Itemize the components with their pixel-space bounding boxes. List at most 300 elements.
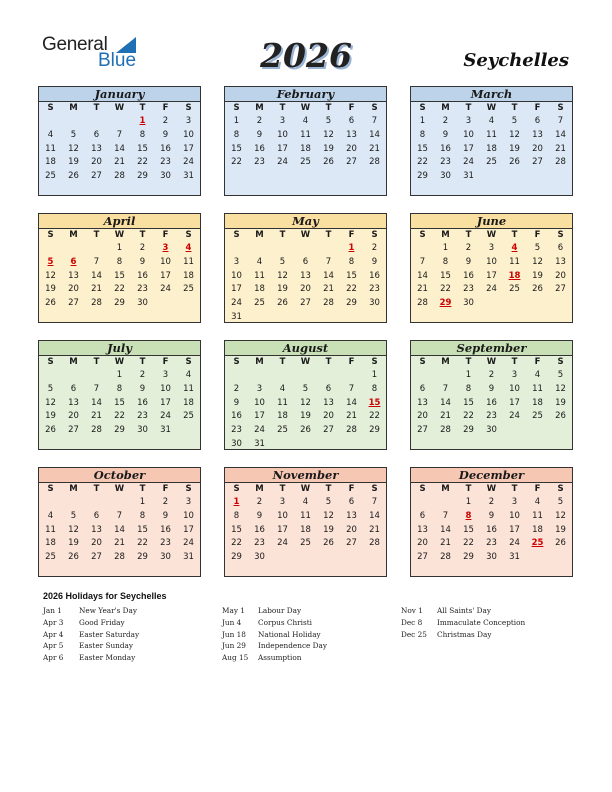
day-cell: 20 xyxy=(346,143,357,154)
day-cell: 12 xyxy=(45,397,56,408)
day-cell: 27 xyxy=(68,298,79,309)
day-cell: 11 xyxy=(532,510,543,521)
day-cell: 3 xyxy=(279,116,286,126)
day-cell: 11 xyxy=(45,524,56,535)
day-cell: 25 xyxy=(45,552,56,563)
day-cell: 6 xyxy=(348,497,355,507)
holiday-name: Labour Day xyxy=(258,606,302,615)
day-cell: 28 xyxy=(369,157,380,168)
day-cell: 1 xyxy=(116,243,123,253)
day-cell: 7 xyxy=(93,256,100,267)
day-cell: 15 xyxy=(417,143,428,154)
day-cell: 16 xyxy=(486,397,497,408)
day-cell: 27 xyxy=(300,298,311,309)
weekday-header: S xyxy=(233,357,240,367)
day-cell: 18 xyxy=(183,270,194,281)
day-cell: 22 xyxy=(137,157,148,168)
weekday-header: S xyxy=(419,357,426,367)
day-cell: 2 xyxy=(488,370,495,380)
day-cell: 25 xyxy=(300,538,311,549)
day-cell: 14 xyxy=(440,397,451,408)
day-cell: 10 xyxy=(183,129,194,140)
day-cell: 24 xyxy=(231,298,242,309)
day-cell: 9 xyxy=(465,256,472,267)
day-cell: 28 xyxy=(114,552,125,563)
weekday-header: T xyxy=(93,103,100,113)
weekday-header-row xyxy=(225,229,386,242)
day-cell: 19 xyxy=(300,411,311,422)
day-cell: 10 xyxy=(160,383,171,394)
day-cell: 13 xyxy=(417,524,428,535)
day-cell: 8 xyxy=(348,256,355,267)
empty-cell xyxy=(248,369,271,383)
day-cell: 18 xyxy=(277,411,288,422)
day-cell: 13 xyxy=(555,256,566,267)
weekday-header: T xyxy=(511,357,518,367)
holiday-date: May 1 xyxy=(222,606,245,615)
day-cell: 13 xyxy=(91,524,102,535)
days-grid xyxy=(39,242,200,311)
day-cell: 7 xyxy=(557,116,564,126)
day-cell: 2 xyxy=(442,116,449,126)
day-cell: 21 xyxy=(369,524,380,535)
day-cell: 17 xyxy=(463,143,474,154)
day-cell: 27 xyxy=(346,538,357,549)
month-march xyxy=(410,86,573,196)
day-cell: 14 xyxy=(114,524,125,535)
day-cell: 29 xyxy=(369,425,380,436)
weekday-header: F xyxy=(348,357,355,367)
day-cell: 7 xyxy=(442,383,449,394)
day-cell: 20 xyxy=(555,270,566,281)
weekday-header: M xyxy=(69,357,78,367)
day-cell: 22 xyxy=(463,411,474,422)
day-cell: 26 xyxy=(45,425,56,436)
logo-blue-text: Blue xyxy=(98,50,137,71)
weekday-header: S xyxy=(233,484,240,494)
day-cell: 14 xyxy=(323,270,334,281)
day-cell: 8 xyxy=(465,383,472,394)
day-cell: 17 xyxy=(277,143,288,154)
day-cell: 6 xyxy=(93,129,100,140)
day-cell: 22 xyxy=(440,284,451,295)
day-cell: 4 xyxy=(47,129,54,140)
empty-cell xyxy=(39,115,62,129)
day-cell: 16 xyxy=(369,270,380,281)
day-cell: 28 xyxy=(440,425,451,436)
day-cell: 2 xyxy=(371,243,378,253)
day-cell: 23 xyxy=(254,538,265,549)
day-cell: 18 xyxy=(300,143,311,154)
holiday-day-cell: 4 xyxy=(185,243,192,253)
weekday-header: M xyxy=(255,357,264,367)
empty-cell xyxy=(248,242,271,256)
empty-cell xyxy=(85,369,108,383)
day-cell: 28 xyxy=(417,298,428,309)
day-cell: 16 xyxy=(440,143,451,154)
days-grid xyxy=(39,115,200,184)
weekday-header: S xyxy=(47,230,54,240)
day-cell: 21 xyxy=(440,538,451,549)
day-cell: 8 xyxy=(442,256,449,267)
weekday-header: T xyxy=(325,357,332,367)
weekday-header-row xyxy=(225,483,386,496)
weekday-header: T xyxy=(325,230,332,240)
holiday-row xyxy=(222,605,327,617)
day-cell: 19 xyxy=(277,284,288,295)
month-name: August xyxy=(225,341,386,356)
day-cell: 29 xyxy=(463,425,474,436)
day-cell: 28 xyxy=(91,298,102,309)
holiday-day-cell: 1 xyxy=(139,116,146,126)
weekday-header: W xyxy=(300,103,311,113)
empty-cell xyxy=(294,242,317,256)
day-cell: 27 xyxy=(346,157,357,168)
holiday-day-cell: 29 xyxy=(439,298,452,309)
day-cell: 26 xyxy=(68,171,79,182)
day-cell: 6 xyxy=(557,243,564,253)
day-cell: 18 xyxy=(45,538,56,549)
day-cell: 7 xyxy=(348,383,355,394)
weekday-header: S xyxy=(419,103,426,113)
day-cell: 15 xyxy=(463,524,474,535)
empty-cell xyxy=(411,369,434,383)
day-cell: 25 xyxy=(532,411,543,422)
day-cell: 26 xyxy=(68,552,79,563)
day-cell: 16 xyxy=(254,524,265,535)
day-cell: 11 xyxy=(486,129,497,140)
holiday-day-cell: 15 xyxy=(368,397,381,408)
month-name: July xyxy=(39,341,200,356)
day-cell: 15 xyxy=(137,143,148,154)
days-grid xyxy=(39,496,200,565)
day-cell: 22 xyxy=(417,157,428,168)
holiday-date: Apr 6 xyxy=(43,653,64,663)
day-cell: 27 xyxy=(91,171,102,182)
weekday-header: T xyxy=(139,230,146,240)
weekday-header: W xyxy=(114,484,125,494)
day-cell: 31 xyxy=(463,171,474,182)
day-cell: 20 xyxy=(346,524,357,535)
holidays-column xyxy=(401,605,525,640)
weekday-header: M xyxy=(69,103,78,113)
weekday-header: M xyxy=(255,230,264,240)
day-cell: 23 xyxy=(231,425,242,436)
day-cell: 29 xyxy=(231,552,242,563)
day-cell: 5 xyxy=(47,383,54,394)
day-cell: 6 xyxy=(534,116,541,126)
weekday-header: S xyxy=(47,484,54,494)
day-cell: 31 xyxy=(160,425,171,436)
weekday-header: F xyxy=(348,230,355,240)
day-cell: 3 xyxy=(162,370,169,380)
day-cell: 25 xyxy=(183,411,194,422)
day-cell: 4 xyxy=(185,370,192,380)
day-cell: 14 xyxy=(417,270,428,281)
day-cell: 30 xyxy=(369,298,380,309)
day-cell: 21 xyxy=(91,284,102,295)
day-cell: 17 xyxy=(160,270,171,281)
weekday-header: S xyxy=(557,103,564,113)
weekday-header: S xyxy=(419,484,426,494)
day-cell: 14 xyxy=(346,397,357,408)
weekday-header: W xyxy=(486,357,497,367)
day-cell: 26 xyxy=(277,298,288,309)
day-cell: 25 xyxy=(45,171,56,182)
weekday-header: F xyxy=(162,484,169,494)
day-cell: 29 xyxy=(137,171,148,182)
day-cell: 25 xyxy=(509,284,520,295)
day-cell: 25 xyxy=(300,157,311,168)
empty-cell xyxy=(62,369,85,383)
day-cell: 5 xyxy=(325,116,332,126)
empty-cell xyxy=(108,115,131,129)
weekday-header: S xyxy=(557,357,564,367)
day-cell: 9 xyxy=(256,510,263,521)
day-cell: 30 xyxy=(160,552,171,563)
holiday-day-cell: 18 xyxy=(508,270,521,281)
day-cell: 2 xyxy=(139,243,146,253)
page-title-year: 2026 xyxy=(260,36,352,75)
day-cell: 25 xyxy=(486,157,497,168)
weekday-header: F xyxy=(534,357,541,367)
empty-cell xyxy=(225,369,248,383)
day-cell: 27 xyxy=(532,157,543,168)
day-cell: 13 xyxy=(346,510,357,521)
day-cell: 11 xyxy=(300,129,311,140)
day-cell: 8 xyxy=(233,510,240,521)
month-name: September xyxy=(411,341,572,356)
weekday-header: T xyxy=(279,230,286,240)
day-cell: 6 xyxy=(419,510,426,521)
day-cell: 14 xyxy=(369,510,380,521)
day-cell: 1 xyxy=(465,370,472,380)
day-cell: 16 xyxy=(486,524,497,535)
day-cell: 9 xyxy=(488,510,495,521)
day-cell: 14 xyxy=(91,397,102,408)
day-cell: 24 xyxy=(277,538,288,549)
day-cell: 19 xyxy=(323,524,334,535)
holiday-row xyxy=(43,652,139,664)
day-cell: 24 xyxy=(254,425,265,436)
holiday-date: Aug 15 xyxy=(222,653,249,663)
day-cell: 11 xyxy=(300,510,311,521)
day-cell: 26 xyxy=(300,425,311,436)
day-cell: 15 xyxy=(231,524,242,535)
day-cell: 24 xyxy=(183,157,194,168)
weekday-header: S xyxy=(185,103,192,113)
day-cell: 20 xyxy=(91,538,102,549)
day-cell: 19 xyxy=(555,397,566,408)
day-cell: 11 xyxy=(183,383,194,394)
day-cell: 12 xyxy=(277,270,288,281)
day-cell: 20 xyxy=(323,411,334,422)
holiday-row xyxy=(401,617,525,629)
day-cell: 8 xyxy=(116,256,123,267)
weekday-header: S xyxy=(185,484,192,494)
day-cell: 14 xyxy=(91,270,102,281)
weekday-header: S xyxy=(185,357,192,367)
weekday-header: F xyxy=(534,230,541,240)
day-cell: 25 xyxy=(277,425,288,436)
day-cell: 13 xyxy=(417,397,428,408)
day-cell: 9 xyxy=(371,256,378,267)
month-name: November xyxy=(225,468,386,483)
day-cell: 24 xyxy=(509,411,520,422)
weekday-header: F xyxy=(348,484,355,494)
weekday-header: T xyxy=(465,103,472,113)
day-cell: 16 xyxy=(137,397,148,408)
holiday-name: New Year's Day xyxy=(79,606,138,615)
day-cell: 4 xyxy=(256,256,263,267)
day-cell: 22 xyxy=(231,157,242,168)
day-cell: 21 xyxy=(555,143,566,154)
empty-cell xyxy=(317,369,340,383)
month-september xyxy=(410,340,573,450)
day-cell: 1 xyxy=(419,116,426,126)
holiday-day-cell: 1 xyxy=(233,497,240,507)
day-cell: 2 xyxy=(162,116,169,126)
month-name: April xyxy=(39,214,200,229)
day-cell: 18 xyxy=(532,397,543,408)
day-cell: 7 xyxy=(371,116,378,126)
day-cell: 19 xyxy=(555,524,566,535)
day-cell: 19 xyxy=(532,270,543,281)
weekday-header-row xyxy=(225,102,386,115)
weekday-header-row xyxy=(39,229,200,242)
day-cell: 22 xyxy=(114,284,125,295)
day-cell: 28 xyxy=(114,171,125,182)
day-cell: 5 xyxy=(557,370,564,380)
day-cell: 14 xyxy=(114,143,125,154)
weekday-header: S xyxy=(557,484,564,494)
weekday-header: T xyxy=(465,230,472,240)
day-cell: 3 xyxy=(465,116,472,126)
holiday-date: Apr 5 xyxy=(43,641,64,651)
holiday-row xyxy=(401,629,525,641)
day-cell: 30 xyxy=(254,552,265,563)
day-cell: 28 xyxy=(323,298,334,309)
holiday-date: Jun 4 xyxy=(222,617,242,627)
day-cell: 10 xyxy=(509,383,520,394)
weekday-header-row xyxy=(411,356,572,369)
day-cell: 28 xyxy=(555,157,566,168)
day-cell: 5 xyxy=(325,497,332,507)
empty-cell xyxy=(62,115,85,129)
day-cell: 21 xyxy=(440,411,451,422)
weekday-header: W xyxy=(114,103,125,113)
weekday-header: S xyxy=(371,484,378,494)
holiday-day-cell: 3 xyxy=(162,243,169,253)
weekday-header: W xyxy=(114,357,125,367)
day-cell: 18 xyxy=(45,157,56,168)
day-cell: 8 xyxy=(419,129,426,140)
day-cell: 16 xyxy=(160,143,171,154)
day-cell: 12 xyxy=(555,383,566,394)
holiday-row xyxy=(401,605,525,617)
day-cell: 18 xyxy=(532,524,543,535)
day-cell: 1 xyxy=(139,497,146,507)
day-cell: 26 xyxy=(532,284,543,295)
empty-cell xyxy=(340,369,363,383)
weekday-header: S xyxy=(233,103,240,113)
day-cell: 20 xyxy=(91,157,102,168)
holiday-row xyxy=(222,617,327,629)
holiday-date: Apr 3 xyxy=(43,617,64,627)
weekday-header: F xyxy=(534,103,541,113)
day-cell: 24 xyxy=(160,411,171,422)
month-july xyxy=(38,340,201,450)
empty-cell xyxy=(271,369,294,383)
weekday-header-row xyxy=(411,483,572,496)
holiday-name: Easter Monday xyxy=(79,653,136,663)
day-cell: 30 xyxy=(160,171,171,182)
holidays-column xyxy=(43,605,139,664)
empty-cell xyxy=(271,242,294,256)
day-cell: 11 xyxy=(183,256,194,267)
weekday-header-row xyxy=(225,356,386,369)
holiday-date: Jun 18 xyxy=(222,629,246,639)
day-cell: 28 xyxy=(346,425,357,436)
day-cell: 7 xyxy=(371,497,378,507)
holiday-row xyxy=(43,640,139,652)
day-cell: 31 xyxy=(183,171,194,182)
day-cell: 8 xyxy=(139,129,146,140)
day-cell: 3 xyxy=(185,497,192,507)
day-cell: 21 xyxy=(417,284,428,295)
day-cell: 16 xyxy=(231,411,242,422)
month-name: March xyxy=(411,87,572,102)
day-cell: 14 xyxy=(369,129,380,140)
empty-cell xyxy=(39,369,62,383)
month-april xyxy=(38,213,201,323)
weekday-header: W xyxy=(486,230,497,240)
day-cell: 17 xyxy=(509,397,520,408)
day-cell: 30 xyxy=(463,298,474,309)
day-cell: 23 xyxy=(160,538,171,549)
day-cell: 8 xyxy=(371,383,378,394)
days-grid xyxy=(39,369,200,438)
holiday-date: Dec 25 xyxy=(401,629,427,639)
weekday-header: W xyxy=(300,357,311,367)
day-cell: 13 xyxy=(532,129,543,140)
holiday-row xyxy=(43,617,139,629)
day-cell: 22 xyxy=(346,284,357,295)
generalblue-logo xyxy=(42,34,142,74)
holiday-day-cell: 25 xyxy=(531,538,544,549)
day-cell: 26 xyxy=(45,298,56,309)
weekday-header: M xyxy=(441,357,450,367)
day-cell: 17 xyxy=(277,524,288,535)
day-cell: 9 xyxy=(162,510,169,521)
holiday-date: Jan 1 xyxy=(43,606,62,615)
day-cell: 27 xyxy=(555,284,566,295)
day-cell: 14 xyxy=(555,129,566,140)
day-cell: 7 xyxy=(442,510,449,521)
day-cell: 8 xyxy=(116,383,123,394)
day-cell: 1 xyxy=(116,370,123,380)
day-cell: 12 xyxy=(68,143,79,154)
day-cell: 5 xyxy=(511,116,518,126)
weekday-header-row xyxy=(411,102,572,115)
empty-cell xyxy=(85,496,108,510)
day-cell: 16 xyxy=(137,270,148,281)
days-grid xyxy=(225,242,386,325)
holiday-date: Dec 8 xyxy=(401,617,423,627)
day-cell: 30 xyxy=(231,438,242,449)
day-cell: 23 xyxy=(463,284,474,295)
days-grid xyxy=(411,115,572,184)
